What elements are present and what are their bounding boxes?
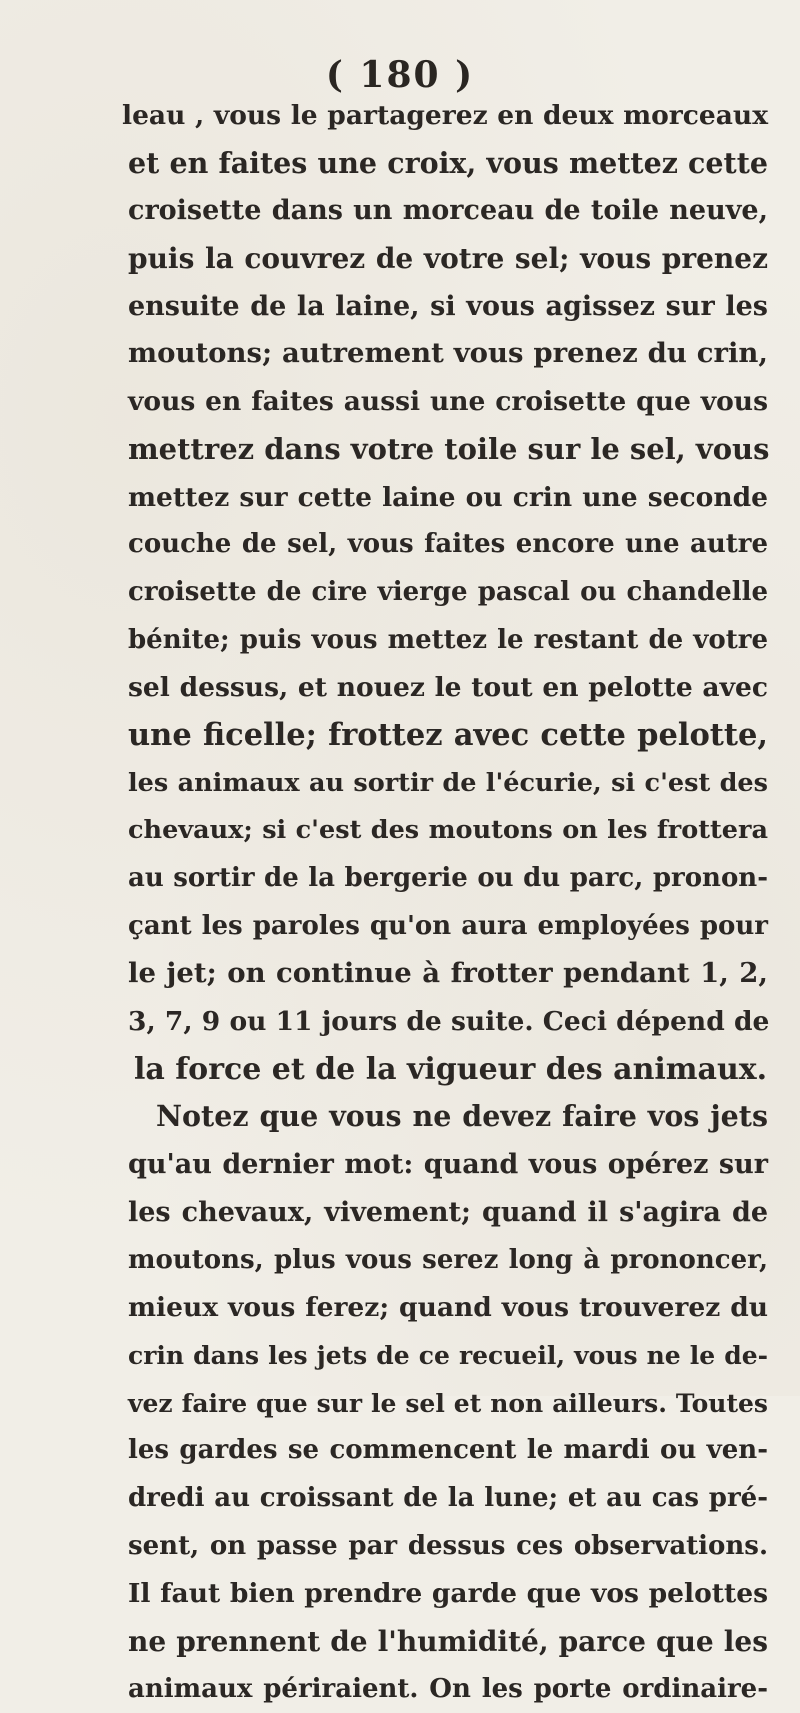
text-line: mettez sur cette laine ou crin une seconde [128, 481, 768, 513]
text-line: Notez que vous ne devez faire vos jets [156, 1099, 768, 1134]
text-line: Il faut bien prendre garde que vos pelottes [128, 1578, 768, 1610]
text-line: mettrez dans votre toile sur le sel, vous [128, 431, 770, 466]
text-line: croisette de cire vierge pascal ou chandelle [128, 576, 768, 607]
text-line: crin dans les jets de ce recueil, vous ne le de- [128, 1340, 768, 1370]
text-line: les animaux au sortir de l'écurie, si c'est des [128, 767, 768, 798]
body-text [122, 92, 770, 1713]
text-line: sel dessus, et nouez le tout en pelotte avec [128, 672, 768, 704]
text-line: et en faites une croix, vous mettez cette [128, 145, 768, 180]
text-line: animaux périraient. On les porte ordinaire- [128, 1673, 768, 1704]
text-line: les gardes se commencent le mardi ou ven- [128, 1435, 768, 1466]
text-line: dredi au croissant de la lune; et au cas pré- [128, 1482, 768, 1513]
text-line: ensuite de la laine, si vous agissez sur les [128, 290, 768, 322]
text-line: moutons; autrement vous prenez du crin, [128, 337, 768, 370]
text-line: bénite; puis vous mettez le restant de votre [128, 624, 768, 655]
text-line: les chevaux, vivement; quand il s'agira de [128, 1196, 768, 1228]
text-line: sent, on passe par dessus ces observations. [128, 1530, 768, 1561]
text-line: mieux vous ferez; quand vous trouverez du [128, 1292, 768, 1324]
text-line: une ficelle; frottez avec cette pelotte, [128, 716, 768, 753]
text-line: qu'au dernier mot: quand vous opérez sur [128, 1149, 768, 1181]
page-number: ( 180 ) [325, 54, 475, 96]
text-line: chevaux; si c'est des moutons on les frottera [128, 815, 768, 846]
text-line: vez faire que sur le sel et non ailleurs. Toutes [128, 1388, 768, 1418]
text-line: la force et de la vigueur des animaux. [134, 1051, 768, 1087]
text-line: croisette dans un morceau de toile neuve, [128, 195, 768, 227]
text-line: puis la couvrez de votre sel; vous prenez [128, 242, 768, 276]
text-line: çant les paroles qu'on aura employées pour [128, 910, 768, 941]
text-line: leau , vous le partagerez en deux morceaux [122, 100, 768, 131]
text-line: couche de sel, vous faites encore une autre [128, 529, 768, 560]
text-line: ne prennent de l'humidité, parce que les [128, 1625, 768, 1658]
text-line: moutons, plus vous serez long à prononcer, [128, 1244, 768, 1275]
text-line: le jet; on continue à frotter pendant 1, 2, [128, 957, 768, 990]
text-line: au sortir de la bergerie ou du parc, pronon- [128, 863, 768, 893]
text-line: vous en faites aussi une croisette que vous [128, 386, 768, 418]
text-line: 3, 7, 9 ou 11 jours de suite. Ceci dépend de [128, 1006, 770, 1038]
